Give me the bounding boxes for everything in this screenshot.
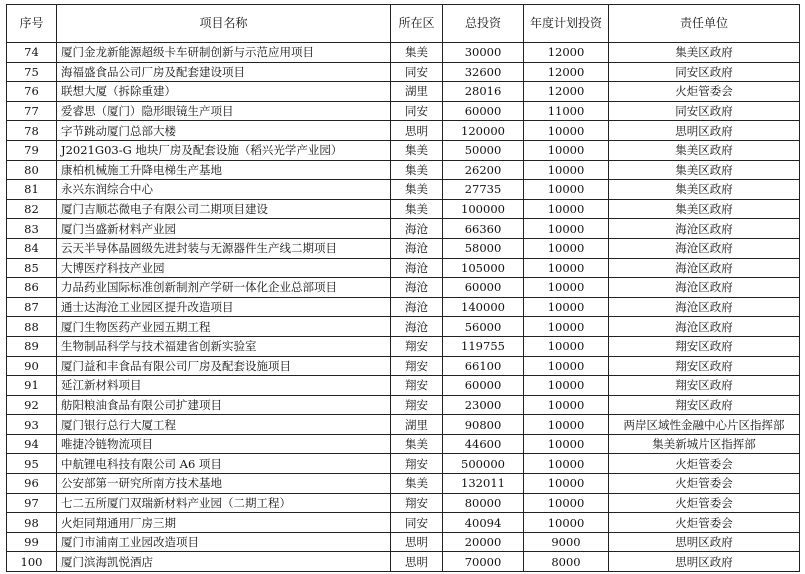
table-row — [7, 336, 800, 356]
cell-district: 同安 — [391, 513, 443, 533]
cell-index: 87 — [7, 297, 57, 317]
cell-responsible-unit: 思明区政府 — [609, 552, 800, 572]
cell-project-name: 通士达海沧工业园区提升改造项目 — [57, 297, 391, 317]
cell-district: 集美 — [391, 43, 443, 63]
cell-total-investment: 105000 — [443, 258, 524, 278]
cell-responsible-unit: 思明区政府 — [609, 532, 800, 552]
cell-total-investment: 132011 — [443, 474, 524, 494]
cell-index: 88 — [7, 317, 57, 337]
cell-project-name: J2021G03-G 地块厂房及配套设施（稻兴光学产业园） — [57, 140, 391, 160]
cell-district: 集美 — [391, 199, 443, 219]
cell-responsible-unit: 集美区政府 — [609, 199, 800, 219]
column-header-responsible-unit: 责任单位 — [609, 5, 800, 43]
cell-district: 翔安 — [391, 356, 443, 376]
cell-responsible-unit: 海沧区政府 — [609, 317, 800, 337]
cell-district: 思明 — [391, 121, 443, 141]
cell-responsible-unit: 翔安区政府 — [609, 395, 800, 415]
table-row — [7, 297, 800, 317]
table-row — [7, 454, 800, 474]
cell-index: 97 — [7, 493, 57, 513]
cell-project-name: 力品药业国际标准创新制剂产学研一体化企业总部项目 — [57, 278, 391, 298]
table-row — [7, 43, 800, 63]
cell-index: 83 — [7, 219, 57, 239]
table-row — [7, 238, 800, 258]
cell-project-name: 中航锂电科技有限公司 A6 项目 — [57, 454, 391, 474]
cell-responsible-unit: 海沧区政府 — [609, 278, 800, 298]
cell-index: 96 — [7, 474, 57, 494]
cell-total-investment: 50000 — [443, 140, 524, 160]
cell-responsible-unit: 火炬管委会 — [609, 82, 800, 102]
cell-index: 79 — [7, 140, 57, 160]
cell-responsible-unit: 集美区政府 — [609, 43, 800, 63]
table-body — [7, 43, 800, 572]
cell-annual-investment: 12000 — [524, 43, 609, 63]
column-header-annual-investment: 年度计划投资 — [524, 5, 609, 43]
column-header-project-name: 项目名称 — [57, 5, 391, 43]
cell-district: 海沧 — [391, 238, 443, 258]
cell-index: 92 — [7, 395, 57, 415]
cell-annual-investment: 10000 — [524, 336, 609, 356]
cell-total-investment: 66100 — [443, 356, 524, 376]
cell-index: 95 — [7, 454, 57, 474]
cell-responsible-unit: 海沧区政府 — [609, 297, 800, 317]
cell-total-investment: 40094 — [443, 513, 524, 533]
cell-total-investment: 140000 — [443, 297, 524, 317]
cell-district: 翔安 — [391, 493, 443, 513]
cell-responsible-unit: 海沧区政府 — [609, 238, 800, 258]
cell-responsible-unit: 火炬管委会 — [609, 493, 800, 513]
cell-responsible-unit: 翔安区政府 — [609, 336, 800, 356]
cell-total-investment: 27735 — [443, 180, 524, 200]
cell-project-name: 唯捷冷链物流项目 — [57, 434, 391, 454]
table-row — [7, 62, 800, 82]
cell-total-investment: 119755 — [443, 336, 524, 356]
cell-project-name: 火炬同翔通用厂房三期 — [57, 513, 391, 533]
cell-total-investment: 58000 — [443, 238, 524, 258]
cell-annual-investment: 9000 — [524, 532, 609, 552]
cell-district: 海沧 — [391, 219, 443, 239]
cell-total-investment: 80000 — [443, 493, 524, 513]
cell-district: 同安 — [391, 101, 443, 121]
table-row — [7, 180, 800, 200]
table-row — [7, 140, 800, 160]
table-row — [7, 474, 800, 494]
cell-responsible-unit: 火炬管委会 — [609, 513, 800, 533]
column-header-total-investment: 总投资 — [443, 5, 524, 43]
cell-total-investment: 44600 — [443, 434, 524, 454]
cell-project-name: 厦门银行总行大厦工程 — [57, 415, 391, 435]
cell-district: 翔安 — [391, 336, 443, 356]
table-row — [7, 532, 800, 552]
cell-project-name: 厦门吉顺芯微电子有限公司二期项目建设 — [57, 199, 391, 219]
cell-total-investment: 28016 — [443, 82, 524, 102]
cell-index: 90 — [7, 356, 57, 376]
cell-district: 湖里 — [391, 415, 443, 435]
cell-total-investment: 56000 — [443, 317, 524, 337]
cell-responsible-unit: 火炬管委会 — [609, 474, 800, 494]
cell-annual-investment: 11000 — [524, 101, 609, 121]
cell-project-name: 厦门生物医药产业园五期工程 — [57, 317, 391, 337]
cell-responsible-unit: 集美区政府 — [609, 140, 800, 160]
cell-index: 94 — [7, 434, 57, 454]
cell-project-name: 爱睿思（厦门）隐形眼镜生产项目 — [57, 101, 391, 121]
project-table — [6, 4, 800, 572]
project-table-container — [6, 4, 800, 572]
cell-index: 75 — [7, 62, 57, 82]
cell-total-investment: 60000 — [443, 278, 524, 298]
cell-total-investment: 30000 — [443, 43, 524, 63]
cell-index: 89 — [7, 336, 57, 356]
cell-project-name: 字节跳动厦门总部大楼 — [57, 121, 391, 141]
cell-index: 100 — [7, 552, 57, 572]
cell-responsible-unit: 集美区政府 — [609, 160, 800, 180]
cell-district: 集美 — [391, 434, 443, 454]
cell-total-investment: 23000 — [443, 395, 524, 415]
cell-district: 海沧 — [391, 317, 443, 337]
cell-index: 80 — [7, 160, 57, 180]
table-row — [7, 356, 800, 376]
column-header-index: 序号 — [7, 5, 57, 43]
cell-annual-investment: 10000 — [524, 140, 609, 160]
cell-index: 91 — [7, 376, 57, 396]
cell-project-name: 海福盛食品公司厂房及配套建设项目 — [57, 62, 391, 82]
cell-index: 74 — [7, 43, 57, 63]
cell-district: 同安 — [391, 62, 443, 82]
cell-index: 77 — [7, 101, 57, 121]
cell-district: 湖里 — [391, 82, 443, 102]
cell-total-investment: 20000 — [443, 532, 524, 552]
cell-annual-investment: 10000 — [524, 376, 609, 396]
cell-responsible-unit: 思明区政府 — [609, 121, 800, 141]
cell-index: 81 — [7, 180, 57, 200]
cell-annual-investment: 10000 — [524, 356, 609, 376]
cell-responsible-unit: 两岸区域性金融中心片区指挥部 — [609, 415, 800, 435]
cell-annual-investment: 10000 — [524, 513, 609, 533]
cell-total-investment: 70000 — [443, 552, 524, 572]
cell-district: 海沧 — [391, 258, 443, 278]
cell-project-name: 舫阳粮油食品有限公司扩建项目 — [57, 395, 391, 415]
cell-annual-investment: 12000 — [524, 62, 609, 82]
table-row — [7, 434, 800, 454]
cell-total-investment: 66360 — [443, 219, 524, 239]
cell-project-name: 生物制品科学与技术福建省创新实验室 — [57, 336, 391, 356]
table-row — [7, 317, 800, 337]
cell-project-name: 云天半导体晶圆级先进封装与无源器件生产线二期项目 — [57, 238, 391, 258]
table-row — [7, 513, 800, 533]
cell-annual-investment: 10000 — [524, 121, 609, 141]
cell-project-name: 康柏机械施工升降电梯生产基地 — [57, 160, 391, 180]
cell-project-name: 厦门益和丰食品有限公司厂房及配套设施项目 — [57, 356, 391, 376]
table-row — [7, 121, 800, 141]
cell-district: 集美 — [391, 160, 443, 180]
cell-annual-investment: 10000 — [524, 317, 609, 337]
cell-project-name: 联想大厦（拆除重建） — [57, 82, 391, 102]
cell-project-name: 延江新材料项目 — [57, 376, 391, 396]
cell-district: 集美 — [391, 474, 443, 494]
table-row — [7, 258, 800, 278]
cell-total-investment: 500000 — [443, 454, 524, 474]
cell-district: 海沧 — [391, 297, 443, 317]
cell-annual-investment: 10000 — [524, 278, 609, 298]
table-row — [7, 395, 800, 415]
table-row — [7, 101, 800, 121]
cell-annual-investment: 10000 — [524, 493, 609, 513]
cell-annual-investment: 10000 — [524, 258, 609, 278]
table-row — [7, 493, 800, 513]
cell-project-name: 厦门市浦南工业园改造项目 — [57, 532, 391, 552]
cell-district: 翔安 — [391, 395, 443, 415]
cell-responsible-unit: 翔安区政府 — [609, 376, 800, 396]
column-header-district: 所在区 — [391, 5, 443, 43]
cell-index: 78 — [7, 121, 57, 141]
cell-project-name: 永兴东润综合中心 — [57, 180, 391, 200]
cell-responsible-unit: 火炬管委会 — [609, 454, 800, 474]
cell-index: 84 — [7, 238, 57, 258]
cell-responsible-unit: 翔安区政府 — [609, 356, 800, 376]
cell-project-name: 厦门当盛新材料产业园 — [57, 219, 391, 239]
table-row — [7, 160, 800, 180]
cell-district: 翔安 — [391, 454, 443, 474]
cell-district: 翔安 — [391, 376, 443, 396]
cell-total-investment: 60000 — [443, 376, 524, 396]
cell-total-investment: 120000 — [443, 121, 524, 141]
cell-responsible-unit: 同安区政府 — [609, 62, 800, 82]
cell-district: 思明 — [391, 532, 443, 552]
cell-annual-investment: 10000 — [524, 474, 609, 494]
cell-total-investment: 90800 — [443, 415, 524, 435]
cell-annual-investment: 10000 — [524, 219, 609, 239]
cell-index: 99 — [7, 532, 57, 552]
table-row — [7, 415, 800, 435]
cell-annual-investment: 10000 — [524, 160, 609, 180]
cell-index: 86 — [7, 278, 57, 298]
cell-index: 76 — [7, 82, 57, 102]
table-row — [7, 82, 800, 102]
cell-total-investment: 32600 — [443, 62, 524, 82]
cell-annual-investment: 10000 — [524, 415, 609, 435]
cell-project-name: 七二五所厦门双瑞新材料产业园（二期工程） — [57, 493, 391, 513]
cell-project-name: 大博医疗科技产业园 — [57, 258, 391, 278]
table-row — [7, 278, 800, 298]
cell-annual-investment: 12000 — [524, 82, 609, 102]
cell-annual-investment: 10000 — [524, 180, 609, 200]
cell-responsible-unit: 集美区政府 — [609, 180, 800, 200]
table-row — [7, 552, 800, 572]
cell-responsible-unit: 同安区政府 — [609, 101, 800, 121]
cell-index: 98 — [7, 513, 57, 533]
cell-responsible-unit: 海沧区政府 — [609, 219, 800, 239]
cell-index: 85 — [7, 258, 57, 278]
cell-total-investment: 100000 — [443, 199, 524, 219]
cell-annual-investment: 10000 — [524, 434, 609, 454]
cell-index: 93 — [7, 415, 57, 435]
cell-responsible-unit: 集美新城片区指挥部 — [609, 434, 800, 454]
table-row — [7, 376, 800, 396]
cell-annual-investment: 10000 — [524, 238, 609, 258]
table-row — [7, 219, 800, 239]
cell-index: 82 — [7, 199, 57, 219]
cell-district: 集美 — [391, 180, 443, 200]
cell-district: 思明 — [391, 552, 443, 572]
cell-annual-investment: 10000 — [524, 199, 609, 219]
cell-district: 集美 — [391, 140, 443, 160]
cell-annual-investment: 8000 — [524, 552, 609, 572]
cell-responsible-unit: 海沧区政府 — [609, 258, 800, 278]
cell-annual-investment: 10000 — [524, 454, 609, 474]
cell-project-name: 厦门滨海凯悦酒店 — [57, 552, 391, 572]
cell-total-investment: 60000 — [443, 101, 524, 121]
cell-annual-investment: 10000 — [524, 395, 609, 415]
cell-district: 海沧 — [391, 278, 443, 298]
cell-project-name: 公安部第一研究所南方技术基地 — [57, 474, 391, 494]
cell-annual-investment: 10000 — [524, 297, 609, 317]
table-row — [7, 199, 800, 219]
table-header-row — [7, 5, 800, 43]
cell-total-investment: 26200 — [443, 160, 524, 180]
cell-project-name: 厦门金龙新能源超级卡车研制创新与示范应用项目 — [57, 43, 391, 63]
